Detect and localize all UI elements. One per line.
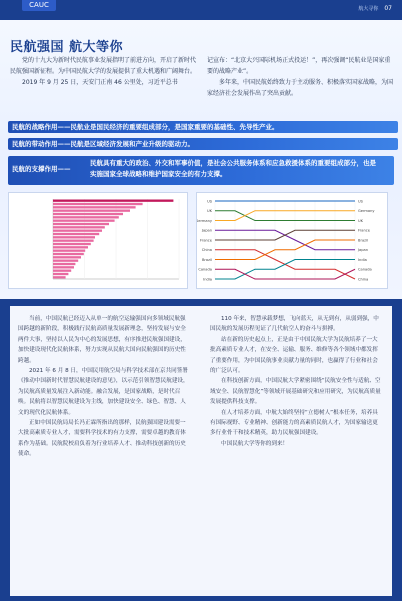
body-left-paragraph: 正如中国民航局局长冯正霖所指出的那样，民航强国建设需要一大批高素质专业人才，需要科学技术的有力支撑，需要卓越的教育体系作为基础。民航院校肩负着为行业培养人才、推动科技创新的历史使命。 <box>18 420 186 458</box>
body-column-right <box>210 314 382 449</box>
top-band <box>0 0 402 20</box>
bar <box>53 243 91 245</box>
bar <box>53 216 119 218</box>
series-label-left: UK <box>207 209 212 214</box>
series-label-left: India <box>203 277 212 282</box>
bar <box>53 220 115 222</box>
body-left-paragraph: 2021 年 6 月 8 日，中国民用航空局与科学技术部在京共同签署《推动中国新时代智慧民航建设的意见》，以示范引领智慧民航建设，为民航高质量发展注入新动能。融合发展，是国家战略，是时代召唤。民航将以智慧民航建设为主线，加快建设安全、绿色、智慧、人文的现代化民航体系。 <box>18 368 189 416</box>
intro-right-text-2: 多年来，中国民航始终致力于主动服务、积极落实国家战略，为国家经济社会发展作出了突出贡献。 <box>207 79 394 97</box>
series-label-left: Canada <box>198 267 212 272</box>
series-label-left: Germany <box>197 218 212 223</box>
header-right <box>358 5 392 12</box>
banner-support <box>8 156 394 185</box>
banner-driving: 民航的带动作用——民航是区域经济发展和产业升级的驱动力。 <box>8 138 398 150</box>
series-label-right: Brazil <box>358 238 369 243</box>
banner-strategic: 民航的战略作用——民航业是国民经济的重要组成部分，是国家重要的基础性、先导性产业。 <box>8 121 398 133</box>
body-left-paragraph: 当前，中国民航已经迈入从单一的航空运输强国向多领域民航强国跨越的新阶段，积极践行民航高质量发展新理念，坚持发展与安全两件大事，坚持以人民为中心的发展思想，有序推进民航强国建设，加快建设现代化民航体系，努力实现从民航大国向民航强国的历史性跨越。 <box>18 316 186 364</box>
section-label: 航大寻你 <box>358 6 379 12</box>
bar <box>53 276 66 278</box>
bar <box>53 200 173 202</box>
series-label-left: Japan <box>201 228 212 233</box>
series-line <box>215 211 355 221</box>
series-label-right: Japan <box>358 248 369 253</box>
page-title: 民航强国 航大等你 <box>10 40 124 55</box>
intro-left <box>10 55 196 88</box>
bar <box>53 273 68 275</box>
series-label-left: France <box>200 238 212 243</box>
body-right-paragraph: 站在新的历史起点上，正是由于中国民航大学为民航培养了一大批高素质专业人才，在安全、运输、服务、维修等各个领域中都发挥了重要作用，为中国民航事业贡献力量的同时，也赢得了行业和社会的广泛认可。 <box>210 336 378 375</box>
series-label-right: Germany <box>358 209 375 214</box>
bar <box>53 210 130 212</box>
bar <box>53 230 102 232</box>
bar <box>53 266 74 268</box>
cauc-logo: CAUC <box>22 0 56 11</box>
bar <box>53 233 99 235</box>
body-right-paragraph: 在科技创新方面，中国民航大学紧密围绕“民航安全性与适航、空域安全、民航智慧化”等领域开展基础研究和应用研究，为民航高质量发展提供科技支撑。 <box>210 378 381 406</box>
bar-chart-panel <box>8 192 188 289</box>
intro-right-text: 记宣布：“北京大兴国际机场正式投运！”，再次强调“民航业是国家重要的战略产业”。 <box>207 57 391 75</box>
series-label-right: Canada <box>358 267 372 272</box>
series-label-right: India <box>358 257 367 262</box>
bar <box>53 213 123 215</box>
series-line <box>215 211 355 221</box>
series-label-left: China <box>201 248 212 253</box>
series-label-right: UK <box>358 218 363 223</box>
bar <box>53 203 143 205</box>
body-right-paragraph: 在人才培养方面，中航大始终坚持“立德树人”根本任务，培养具有国际视野、专业精神、创新能力的高素质民航人才，为国家输送更多行业骨干和技术精英，助力民航强国建设。 <box>210 409 378 437</box>
series-label-right: China <box>358 277 369 282</box>
bar <box>53 236 95 238</box>
body-right-paragraph: 中国民航大学等你的到来！ <box>221 440 289 447</box>
bar <box>53 256 81 258</box>
article-body <box>10 306 392 596</box>
series-label-right: US <box>358 199 363 204</box>
intro-left-text: 党的十九大为新时代民航事业发展指明了前进方向，开启了新时代民航强国新征程。为中国民航大学的发展提供了重大机遇和广阔舞台。 <box>10 57 197 75</box>
body-right-paragraph: 110 年来，智慧承载梦想，飞向蓝天，从无到有，从弱到强，中国民航的发展历程见证了几代航空人的奋斗与拼搏。 <box>210 316 379 333</box>
line-chart <box>197 193 387 288</box>
line-chart-panel <box>196 192 388 289</box>
bar <box>53 270 71 272</box>
series-line <box>215 230 355 240</box>
page-number: 07 <box>384 5 392 12</box>
banner-support-value: 民航具有重大的政治、外交和军事价值，是社会公共服务体系和应急救援体系的重要组成部分，也是实施国家全球战略和维护国家安全的有力支撑。 <box>90 159 376 178</box>
body-column-left <box>18 314 190 460</box>
intro-right <box>207 55 393 99</box>
bar <box>53 246 88 248</box>
series-label-right: France <box>358 228 370 233</box>
banner-support-key: 民航的支撑作用—— <box>12 165 71 173</box>
bar <box>53 240 94 242</box>
bar <box>53 223 109 225</box>
series-label-left: Brazil <box>201 257 212 262</box>
series-line <box>215 269 355 279</box>
bar <box>53 206 136 208</box>
bar <box>53 260 78 262</box>
bar <box>53 250 85 252</box>
bar <box>53 263 75 265</box>
bar-chart <box>9 193 187 288</box>
series-label-left: US <box>207 199 212 204</box>
intro-left-date: 2019 年 9 月 25 日，天安门正南 46 公里处，习近平总书 <box>22 79 178 86</box>
bar <box>53 253 84 255</box>
bar <box>53 226 105 228</box>
